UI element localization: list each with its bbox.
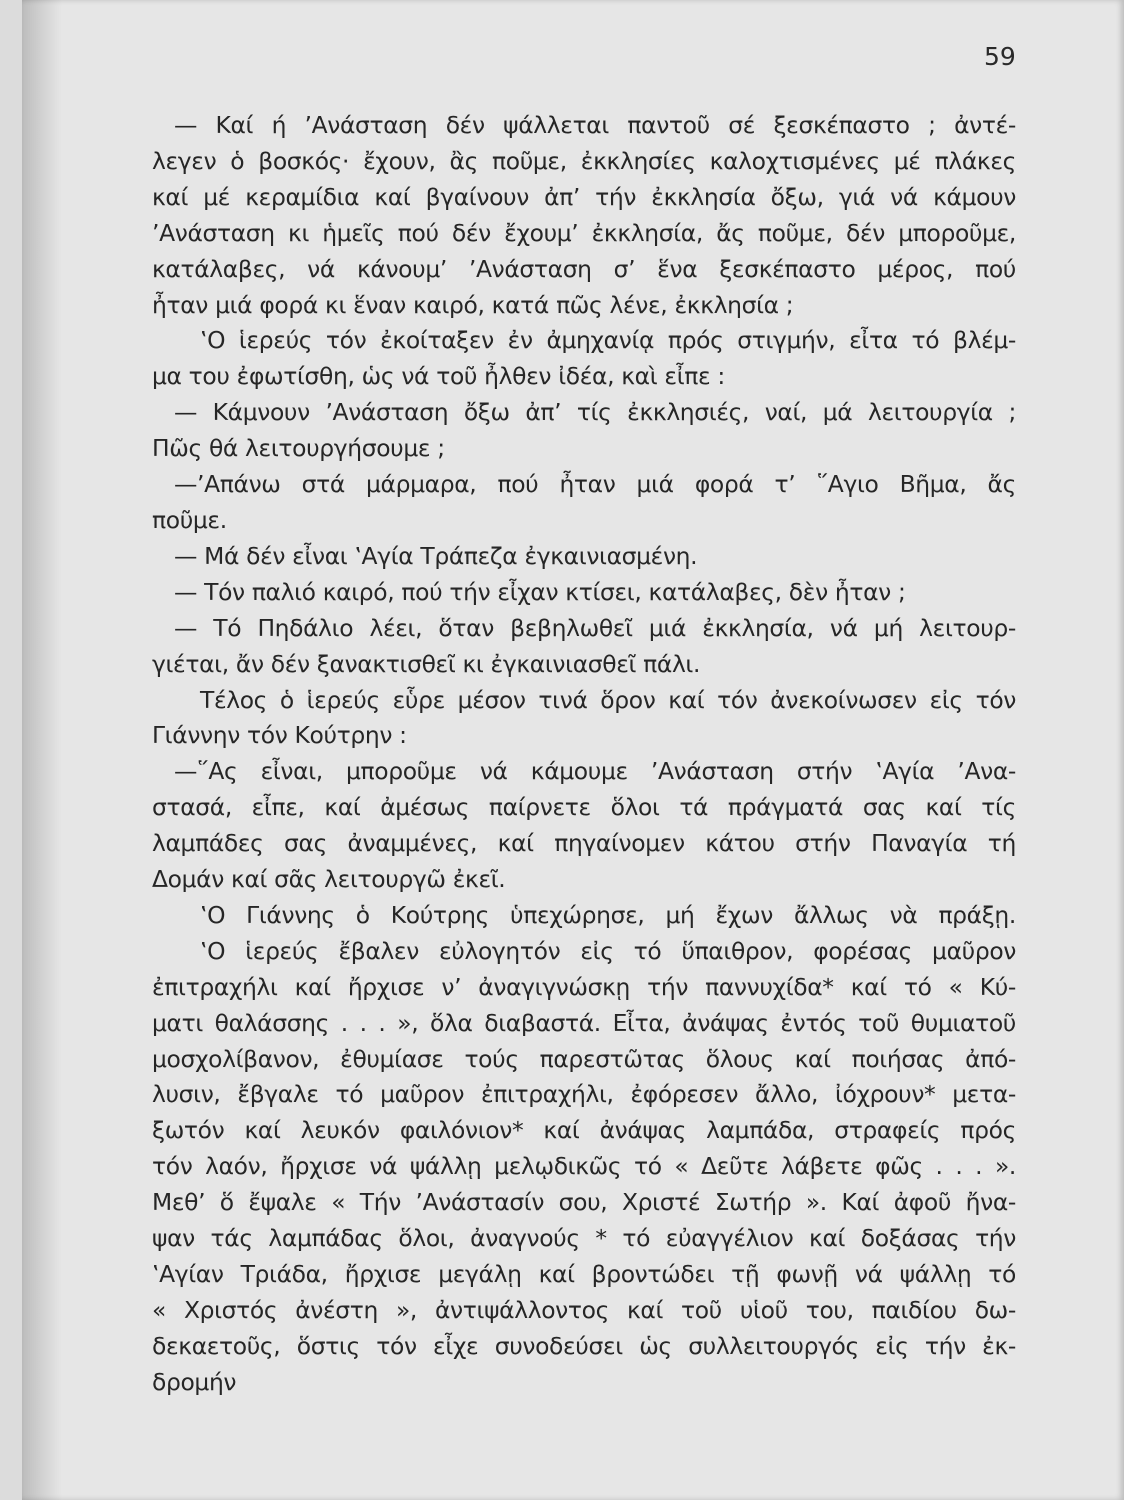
text-line: δρομήν — [152, 1367, 237, 1396]
text-line: κατάλαβες, νά κάνουμ’ ’Ανάσταση σ’ ἕνα ξεσκέπαστο μέρος, πού — [152, 254, 1016, 283]
text-line: — Καί ή ’Ανάσταση δέν ψάλλεται παντοῦ σέ ξεσκέπαστο ; ἀντέ- — [174, 111, 1016, 139]
text-line: « Χριστός ἀνέστη », ἀντιψάλλοντος καί τοῦ υἱοῦ του, παιδίου δω- — [152, 1295, 1016, 1324]
text-line: ‛Ο ἱερεύς τόν ἐκοίταξεν ἐν ἀμηχανίᾳ πρός στιγμήν, εἶτα τό βλέμ- — [200, 326, 1016, 355]
text-line: — Μά δέν εἶναι ‛Αγία Τράπεζα ἐγκαινιασμένη. — [174, 541, 698, 570]
text-line: —’Απάνω στά μάρμαρα, πού ἦταν μιά φορά τ’ ῞Αγιο Βῆμα, ἄς — [174, 470, 1016, 499]
text-line: τόν λαόν, ἤρχισε νά ψάλλῃ μελῳδικῶς τό « Δεῦτε λάβετε φῶς . . . ». — [152, 1152, 1016, 1181]
text-line: — Τόν παλιό καιρό, πού τήν εἶχαν κτίσει, κατάλαβες, δὲν ἦταν ; — [174, 577, 906, 606]
page-number: 59 — [984, 42, 1016, 71]
text-line: λυσιν, ἔβγαλε τό μαῦρον ἐπιτραχήλι, ἐφόρεσεν ἄλλο, ἰόχρουν* μετα- — [152, 1080, 1016, 1109]
text-line: μοσχολίβανον, ἐθυμίασε τούς παρεστῶτας ὅλους καί ποιήσας ἀπό- — [152, 1044, 1016, 1073]
text-line: ἦταν μιά φορά κι ἕναν καιρό, κατά πῶς λένε, ἐκκλησία ; — [152, 290, 794, 319]
text-line: ‛Ο Γιάννης ὁ Κούτρης ὑπεχώρησε, μή ἔχων ἄλλως νὰ πράξῃ. — [200, 900, 1016, 929]
text-line: — Κάμνουν ’Ανάσταση ὄξω ἀπ’ τίς ἐκκλησιές, ναί, μά λειτουργία ; — [174, 398, 1016, 427]
text-line: —῞Ας εἶναι, μποροῦμε νά κάμουμε ’Ανάσταση στήν ‛Αγία ’Ανα- — [174, 757, 1016, 786]
text-line: ’Ανάσταση κι ἡμεῖς πού δέν ἔχουμ’ ἐκκλησία, ἄς ποῦμε, δέν μποροῦμε, — [152, 218, 1016, 247]
text-line: Τέλος ὁ ἱερεύς εὗρε μέσον τινά ὅρον καί τόν ἀνεκοίνωσεν εἰς τόν — [200, 685, 1016, 714]
text-line: ψαν τάς λαμπάδας ὅλοι, ἀναγνούς * τό εὐαγγέλιον καί δοξάσας τήν — [152, 1224, 1016, 1253]
body-text — [152, 108, 1016, 1401]
text-line: ξωτόν καί λευκόν φαιλόνιον* καί ἀνάψας λαμπάδα, στραφείς πρός — [152, 1116, 1016, 1145]
text-line: Δομάν καί σᾶς λειτουργῶ ἐκεῖ. — [152, 865, 506, 894]
text-line: ματι θαλάσσης . . . », ὅλα διαβαστά. Εἶτα, ἀνάψας ἐντός τοῦ θυμιατοῦ — [152, 1008, 1016, 1037]
text-line: Γιάννην τόν Κούτρην : — [152, 721, 407, 750]
text-line: ‛Αγίαν Τριάδα, ἤρχισε μεγάλῃ καί βροντώδει τῇ φωνῇ νά ψάλλῃ τό — [152, 1260, 1016, 1288]
book-page — [22, 0, 1124, 1500]
text-line: ‛Ο ἱερεύς ἔβαλεν εὐλογητόν εἰς τό ὕπαιθρον, φορέσας μαῦρον — [200, 936, 1016, 965]
text-line: λαμπάδες σας ἀναμμένες, καί πηγαίνομεν κάτου στήν Παναγία τή — [152, 829, 1016, 858]
text-line: στασά, εἶπε, καί ἀμέσως παίρνετε ὅλοι τά πράγματά σας καί τίς — [152, 793, 1016, 822]
text-line: ἐπιτραχήλι καί ἤρχισε ν’ ἀναγιγνώσκῃ τήν παννυχίδα* καί τό « Κύ- — [152, 972, 1016, 1001]
text-line: λεγεν ὁ βοσκός· ἔχουν, ἂς ποῦμε, ἐκκλησίες καλοχτισμένες μέ πλάκες — [152, 146, 1016, 175]
text-line: ποῦμε. — [152, 505, 227, 534]
text-line: — Τό Πηδάλιο λέει, ὅταν βεβηλωθεῖ μιά ἐκκλησία, νά μή λειτουρ- — [174, 613, 1016, 642]
text-line: μα του ἐφωτίσθη, ὡς νά τοῦ ἦλθεν ἰδέα, καὶ εἶπε : — [152, 362, 725, 391]
text-line: Πῶς θά λειτουργήσουμε ; — [152, 434, 445, 463]
text-line: δεκαετοῦς, ὅστις τόν εἶχε συνοδεύσει ὡς συλλειτουργός εἰς τήν ἐκ- — [152, 1331, 1016, 1360]
text-line: Μεθ’ ὅ ἔψαλε « Τήν ’Ανάστασίν σου, Χριστέ Σωτήρ ». Καί ἀφοῦ ἤνα- — [152, 1188, 1016, 1217]
text-line: γιέται, ἄν δέν ξανακτισθεῖ κι ἐγκαινιασθεῖ πάλι. — [152, 649, 701, 678]
text-line: καί μέ κεραμίδια καί βγαίνουν ἀπ’ τήν ἐκκλησία ὄξω, γιά νά κάμουν — [152, 182, 1016, 211]
